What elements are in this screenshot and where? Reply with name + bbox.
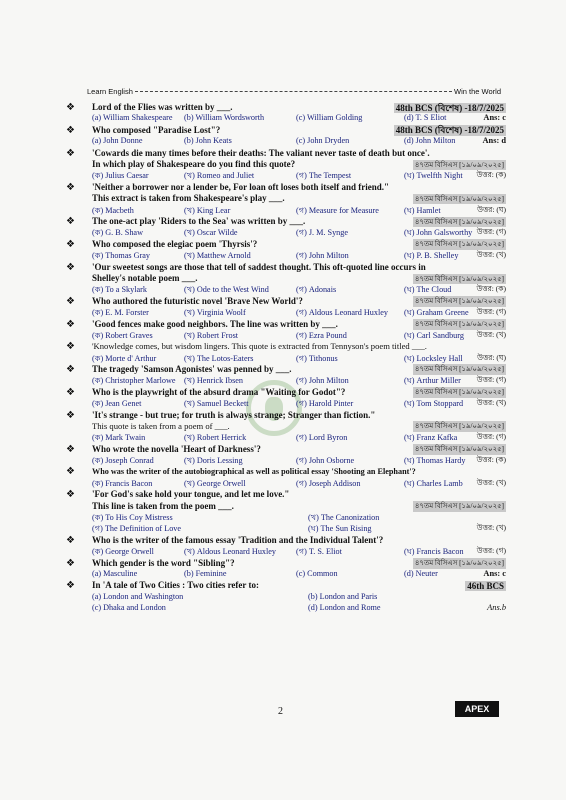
question-item: [66, 341, 506, 364]
question-item: [66, 558, 506, 581]
bullet-icon: ❖: [66, 557, 75, 569]
page-header: [87, 86, 501, 96]
option-4: (ঘ) Charles Lamb: [404, 478, 463, 488]
option-1: (ক) Thomas Gray: [92, 251, 151, 261]
options-row: [92, 330, 506, 341]
question-item: [66, 125, 506, 148]
header-right: Win the World: [454, 86, 501, 96]
question-text-continued: Shelley's notable poem ___.: [92, 273, 198, 283]
question-text-continued: This quote is taken from a poem of ___.: [92, 420, 230, 431]
bullet-icon: ❖: [66, 386, 75, 398]
option-4: (d) T. S Eliot: [404, 113, 447, 123]
option-3: (গ) J. M. Synge: [296, 228, 348, 238]
source-badge: ৪৭তম বিসিএস [১৯/০৯/২০২৫]: [414, 559, 504, 568]
option-3: (c) Dhaka and London: [92, 603, 166, 613]
option-2: (খ) The Lotos-Eaters: [184, 353, 254, 363]
answer-label: Ans.b: [487, 603, 506, 613]
options-row: [92, 113, 506, 124]
question-text: 'Our sweetest songs are those that tell of saddest thought. This oft-quoted line occurs in: [92, 261, 426, 272]
option-3: (গ) The Definition of Love: [92, 524, 182, 534]
source-badge: 46th BCS: [467, 580, 504, 591]
option-4: (ঘ) Tom Stoppard: [404, 399, 464, 409]
options-row: [92, 546, 506, 557]
bullet-icon: ❖: [66, 238, 75, 250]
question-list: [66, 102, 506, 615]
question-item: [66, 319, 506, 342]
question-item: [66, 489, 506, 535]
bullet-icon: ❖: [66, 363, 75, 375]
options-row: [92, 227, 506, 238]
source-badge: ৪৭তম বিসিএস [১৯/০৯/২০২৫]: [414, 194, 504, 203]
answer-label: Ans: d: [482, 136, 506, 146]
option-3: (গ) Aldous Leonard Huxley: [296, 308, 388, 318]
options-row: [92, 136, 506, 147]
options-row: [92, 398, 506, 409]
option-4: (d) Neuter: [404, 568, 438, 578]
option-2: (খ) Matthew Arnold: [184, 251, 251, 261]
bullet-icon: ❖: [66, 318, 75, 330]
source-badge: ৪৭তম বিসিএস [১৯/০৯/২০২৫]: [414, 502, 504, 511]
option-2: (খ) The Canonization: [308, 512, 380, 522]
option-1: (ক) Robert Graves: [92, 331, 153, 340]
source-badge: ৪৭তম বিসিএস [১৯/০৯/২০২৫]: [414, 217, 504, 226]
answer-label: উত্তর: (খ): [476, 330, 506, 339]
bullet-icon: ❖: [66, 102, 75, 113]
options-row: [92, 307, 506, 318]
source-badge: ৪৭তম বিসিএস [১৯/০৯/২০২৫]: [414, 445, 504, 454]
option-2: (b) John Keats: [184, 136, 232, 146]
option-4: (d) John Milton: [404, 136, 456, 146]
option-3: (গ) John Osborne: [296, 455, 355, 465]
question-item: [66, 262, 506, 296]
question-item: [66, 148, 506, 182]
question-item: [66, 182, 506, 216]
option-3: (গ) T. S. Eliot: [296, 547, 342, 557]
option-4: (ঘ) Twelfth Night: [404, 171, 463, 181]
answer-label: উত্তর: (ক): [476, 170, 506, 180]
answer-label: উত্তর: (ক): [476, 454, 506, 464]
bullet-icon: ❖: [66, 181, 75, 193]
option-1: (ক) Morte d' Arthur: [92, 353, 157, 363]
source-badge: ৪৭তম বিসিএস [১৯/০৯/২০২৫]: [414, 320, 504, 329]
option-1: (ক) To a Skylark: [92, 285, 147, 295]
header-left: Learn English: [87, 86, 133, 96]
question-text: Who is the writer of the famous essay 'Tradition and the Individual Talent'?: [92, 534, 384, 545]
answer-label: উত্তর: (গ): [476, 432, 506, 442]
page-number: 2: [278, 706, 283, 717]
question-text: 'Knowledge comes, but wisdom lingers. This quote is extracted from Tennyson's poem titled ___.: [92, 341, 427, 352]
option-1: (ক) Jean Genet: [92, 399, 142, 409]
option-4: (ঘ) P. B. Shelley: [404, 251, 459, 261]
answer-label: উত্তর: (খ): [476, 250, 506, 260]
answer-label: উত্তর: (ঘ): [477, 204, 506, 214]
option-1: (ক) Joseph Conrad: [92, 455, 154, 465]
option-4: (ঘ) Franz Kafka: [404, 433, 458, 443]
options-row: [92, 353, 506, 364]
option-3: (গ) Ezra Pound: [296, 331, 347, 340]
question-text: 'Neither a borrower nor a lender be, For loan oft loses both itself and friend.": [92, 181, 389, 192]
brand-logo: APEX: [455, 701, 499, 717]
answer-label: Ans: c: [483, 113, 506, 123]
option-4: (ঘ) Francis Bacon: [404, 547, 464, 557]
option-1: (ক) Julius Caesar: [92, 171, 149, 181]
question-text: Who composed "Paradise Lost"?: [92, 124, 221, 135]
option-4: (ঘ) Graham Greene: [404, 308, 469, 318]
option-3: (গ) Joseph Addison: [296, 478, 361, 488]
question-text: Who was the writer of the autobiographical as well as political essay 'Shooting an Elephant'?: [92, 467, 416, 477]
question-item: [66, 466, 506, 489]
option-2: (খ) Oscar Wilde: [184, 228, 238, 238]
source-badge: 48th BCS (বিশেষ) -18/7/2025: [395, 125, 504, 136]
answer-label: উত্তর: (খ): [476, 477, 506, 487]
bullet-icon: ❖: [66, 295, 75, 307]
option-2: (খ) George Orwell: [184, 478, 246, 488]
question-text: Who authored the futuristic novel 'Brave New World'?: [92, 295, 303, 306]
bullet-icon: ❖: [66, 124, 75, 136]
option-2: (b) London and Paris: [308, 591, 378, 601]
option-4: (d) London and Rome: [308, 603, 381, 613]
source-badge: ৪৭তম বিসিএস [১৯/০৯/২০২৫]: [414, 388, 504, 397]
question-text-continued: This extract is taken from Shakespeare's play ___.: [92, 193, 285, 204]
question-text: Who composed the elegiac poem 'Thyrsis'?: [92, 238, 258, 249]
bullet-icon: ❖: [66, 489, 75, 501]
option-1: (ক) Macbeth: [92, 205, 134, 215]
option-3: (গ) Measure for Measure: [296, 205, 379, 215]
option-4: (ঘ) Thomas Hardy: [404, 455, 466, 465]
option-4: (ঘ) Hamlet: [404, 205, 441, 215]
question-text: 'Cowards die many times before their deaths: The valiant never taste of death but once'.: [92, 147, 430, 158]
question-item: [66, 535, 506, 558]
option-2: (খ) Robert Herrick: [184, 433, 247, 443]
options-row: [92, 250, 506, 261]
option-2: (খ) Virginia Woolf: [184, 308, 246, 318]
option-1: (ক) George Orwell: [92, 547, 154, 557]
options-row: [92, 478, 506, 489]
option-4: (ঘ) Locksley Hall: [404, 353, 463, 363]
option-3: (গ) Adonais: [296, 285, 337, 295]
option-3: (c) John Dryden: [296, 136, 350, 146]
option-3: (গ) Lord Byron: [296, 433, 348, 443]
source-badge: ৪৭তম বিসিএস [১৯/০৯/২০২৫]: [414, 240, 504, 249]
answer-label: উত্তর: (গ): [476, 375, 506, 385]
option-1: (ক) Francis Bacon: [92, 478, 153, 488]
option-2: (খ) Doris Lessing: [184, 455, 243, 465]
option-2: (খ) Robert Frost: [184, 331, 239, 340]
answer-label: উত্তর: (খ): [476, 398, 506, 408]
option-4: (ঘ) The Cloud: [404, 285, 452, 295]
option-2: (খ) Henrick Ibsen: [184, 376, 244, 386]
question-item: [66, 410, 506, 444]
bullet-icon: ❖: [66, 466, 75, 478]
bullet-icon: ❖: [66, 409, 75, 421]
header-divider: [135, 91, 452, 92]
answer-label: উত্তর: (খ): [476, 523, 506, 533]
answer-label: উত্তর: (ক): [476, 284, 506, 294]
option-1: (ক) Christopher Marlowe: [92, 376, 176, 386]
option-4: (ঘ) Arthur Miller: [404, 376, 461, 386]
option-2: (খ) King Lear: [184, 205, 231, 215]
question-text-continued: This line is taken from the poem ___.: [92, 500, 234, 511]
options-row: [92, 432, 506, 443]
question-item: [66, 444, 506, 467]
question-item: [66, 102, 506, 125]
bullet-icon: ❖: [66, 341, 75, 353]
option-2: (খ) Samuel Beckett: [184, 399, 249, 409]
option-2: (খ) Ode to the West Wind: [184, 285, 269, 295]
options-row: [92, 170, 506, 181]
question-item: [66, 364, 506, 387]
option-3: (c) Common: [296, 568, 338, 578]
option-3: (গ) The Tempest: [296, 171, 352, 181]
bullet-icon: ❖: [66, 147, 75, 159]
option-4: (ঘ) Carl Sandburg: [404, 331, 464, 340]
question-text: The one-act play 'Riders to the Sea' was written by ___.: [92, 216, 306, 226]
source-badge: ৪৭তম বিসিএস [১৯/০৯/২০২৫]: [414, 365, 504, 374]
answer-label: উত্তর: (গ): [476, 307, 506, 317]
bullet-icon: ❖: [66, 534, 75, 546]
question-text: 'For God's sake hold your tongue, and let me love.": [92, 489, 290, 500]
source-badge: ৪৭তম বিসিএস [১৯/০৯/২০২৫]: [414, 422, 504, 431]
option-3: (c) William Golding: [296, 113, 363, 123]
option-2: (b) William Wordsworth: [184, 113, 265, 123]
options-row: [92, 375, 506, 386]
options-row: [92, 455, 506, 466]
option-1: (ক) To His Coy Mistress: [92, 512, 173, 522]
option-3: (গ) Harold Pinter: [296, 399, 354, 409]
question-text: In 'A tale of Two Cities : Two cities refer to:: [92, 580, 259, 591]
options-row: [92, 592, 506, 615]
option-3: (গ) John Milton: [296, 251, 349, 261]
bullet-icon: ❖: [66, 443, 75, 455]
question-item: [66, 296, 506, 319]
option-1: (a) Masculine: [92, 568, 138, 578]
question-item: [66, 216, 506, 239]
answer-label: উত্তর: (গ): [476, 227, 506, 237]
bullet-icon: ❖: [66, 216, 75, 227]
option-1: (a) John Donne: [92, 136, 143, 146]
question-item: [66, 580, 506, 614]
option-2: (খ) Aldous Leonard Huxley: [184, 547, 277, 557]
options-row: [92, 512, 506, 535]
option-3: (গ) John Milton: [296, 376, 349, 386]
option-2: (খ) Romeo and Juliet: [184, 171, 255, 181]
answer-label: Ans: c: [483, 568, 506, 578]
question-text: The tragedy 'Samson Agonistes' was penned by ___.: [92, 363, 292, 374]
options-row: [92, 569, 506, 580]
option-4: (ঘ) The Sun Rising: [308, 524, 372, 534]
question-text: Which gender is the word "Sibling"?: [92, 557, 235, 568]
option-1: (ক) E. M. Forster: [92, 308, 149, 318]
question-text: Who is the playwright of the absurd drama "Waiting for Godot"?: [92, 386, 346, 397]
option-1: (ক) Mark Twain: [92, 433, 146, 443]
question-text: 'It's strange - but true; for truth is always strange; Stranger than fiction.": [92, 409, 376, 420]
source-badge: ৪৭তম বিসিএস [১৯/০৯/২০২৫]: [414, 160, 504, 169]
answer-label: উত্তর: (ঘ): [477, 352, 506, 362]
source-badge: 48th BCS (বিশেষ) -18/7/2025: [395, 102, 504, 113]
option-3: (গ) Tithonus: [296, 353, 338, 363]
options-row: [92, 205, 506, 216]
option-1: (a) London and Washington: [92, 591, 184, 601]
option-1: (a) William Shakespeare: [92, 113, 173, 123]
source-badge: ৪৭তম বিসিএস [১৯/০৯/২০২৫]: [414, 274, 504, 283]
question-item: [66, 387, 506, 410]
question-item: [66, 239, 506, 262]
question-text-continued: In which play of Shakespeare do you find this quote?: [92, 159, 296, 169]
options-row: [92, 284, 506, 295]
bullet-icon: ❖: [66, 580, 75, 592]
question-text: Who wrote the novella 'Heart of Darkness'?: [92, 443, 261, 454]
question-text: 'Good fences make good neighbors. The line was written by ___.: [92, 318, 338, 329]
option-4: (ঘ) John Galsworthy: [404, 228, 473, 238]
option-2: (b) Feminine: [184, 568, 227, 578]
option-1: (ক) G. B. Shaw: [92, 228, 143, 238]
bullet-icon: ❖: [66, 261, 75, 273]
source-badge: ৪৭তম বিসিএস [১৯/০৯/২০২৫]: [414, 297, 504, 306]
question-text: Lord of the Flies was written by ___.: [92, 102, 233, 112]
answer-label: উত্তর: (গ): [476, 546, 506, 556]
